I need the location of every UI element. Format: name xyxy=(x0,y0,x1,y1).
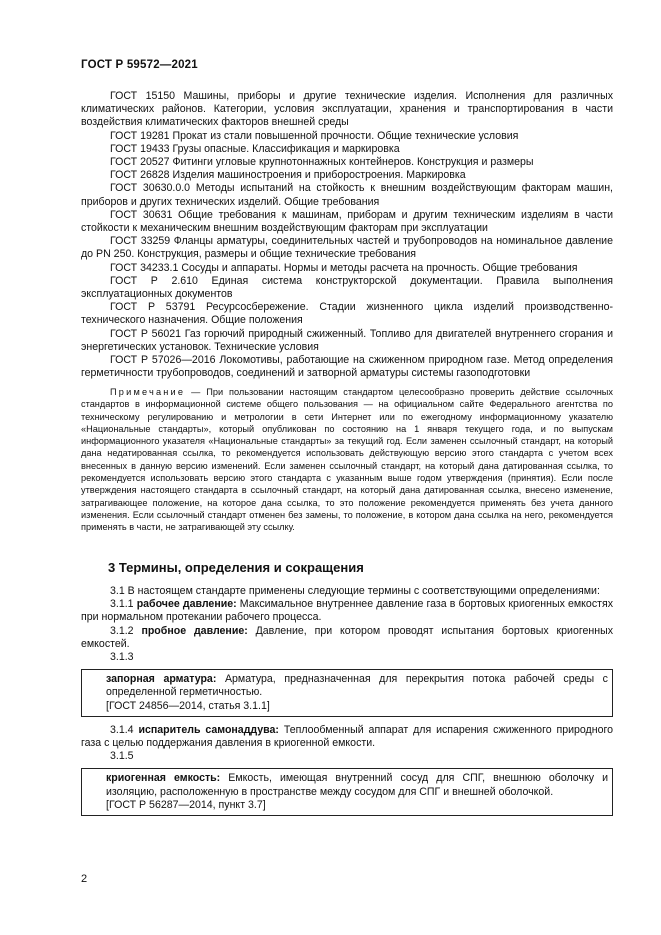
term-number-3-1-3: 3.1.3 xyxy=(110,651,134,664)
term-source: [ГОСТ 24856—2014, статья 3.1.1] xyxy=(106,699,270,712)
reference-item: ГОСТ 30631 Общие требования к машинам, приборам и другим техническим изделиям в части стойкости к механическим внешним воздействующим факторам при эксплуатации xyxy=(81,208,613,235)
term-3-1-3 xyxy=(106,673,608,699)
term-number: 3.1.1 xyxy=(110,598,137,611)
reference-item: ГОСТ 33259 Фланцы арматуры, соединительных частей и трубопроводов на номинальное давление до PN 250. Конструкция, размеры и общие технические требования xyxy=(81,235,613,261)
note-paragraph xyxy=(81,386,613,534)
term-name: криогенная емкость: xyxy=(106,772,221,785)
reference-item: ГОСТ Р 2.610 Единая система конструкторской документации. Правила выполнения эксплуатационных документов xyxy=(81,274,613,301)
term-definition: Давление, при котором проводят испытания бортовых криогенных емкостей. xyxy=(81,624,613,650)
reference-item: ГОСТ 30630.0.0 Методы испытаний на стойкость к внешним воздействующим факторам машин, приборов и других технических изделий. Общие требования xyxy=(81,182,613,208)
term-3-1-1 xyxy=(81,598,613,624)
term-name: рабочее давление: xyxy=(136,598,237,611)
term-box-3-1-5 xyxy=(81,768,613,816)
term-name: пробное давление: xyxy=(141,624,248,637)
reference-item: ГОСТ 19281 Прокат из стали повышенной прочности. Общие технические условия xyxy=(110,129,519,142)
term-definition: Теплообменный аппарат для испарения сжиженного природного газа с целью поддержания давления в криогенной емкости. xyxy=(81,723,614,750)
term-name: испаритель самонаддува: xyxy=(138,723,279,736)
references-list xyxy=(81,90,613,380)
term-name: запорная арматура: xyxy=(106,673,217,686)
section-body xyxy=(81,585,613,823)
reference-item: ГОСТ 20527 Фитинги угловые крупнотоннажных контейнеров. Конструкция и размеры xyxy=(110,156,534,169)
term-number: 3.1.2 xyxy=(110,624,142,637)
section-intro: 3.1 В настоящем стандарте применены следующие термины с соответствующими определениями: xyxy=(110,585,600,597)
term-number-3-1-5: 3.1.5 xyxy=(110,750,134,763)
document-header: ГОСТ Р 59572—2021 xyxy=(81,59,198,71)
note-text: — При пользовании настоящим стандартом целесообразно проверить действие ссылочных стандартов в информационной системе общего пользования — на официальном сайте Федерального агентства по техническому регулированию и метрологии в сети Интернет или по ежегодному информационному указателю «Национальные стандарты», который опубликован по состоянию на 1 января текущего года, и по выпускам информационного указателя «Национальные стандарты» за текущий год. Если заменен ссылочный стандарт, на который дана недатированная ссылка, то рекомендуется использовать действующую версию этого стандарта с учетом всех внесенных в данную версию изменений. Если заменен ссылочный стандарт, на который дана датированная ссылка, то рекомендуется использовать версию этого стандарта с указанным выше годом утверждения (принятия). Если после утверждения настоящего стандарта в ссылочный стандарт, на который дана датированная ссылка, внесено изменение, затрагивающее положение, на которое дана ссылка, то это положение рекомендуется применять без учета данного изменения. Если ссылочный стандарт отменен без замены, то положение, в котором дана ссылка на него, рекомендуется применять в части, не затрагивающей эту ссылку. xyxy=(81,387,613,533)
reference-item: ГОСТ Р 57026—2016 Локомотивы, работающие на сжиженном природном газе. Метод определения герметичности трубопроводов, соединений и затворной арматуры системы газоподготовки xyxy=(81,354,613,380)
term-definition: Емкость, имеющая внутренний сосуд для СПГ, внешнюю оболочку и изоляцию, расположенную в пространстве между сосудом для СПГ и внешней оболочкой. xyxy=(106,772,608,798)
reference-item: ГОСТ 34233.1 Сосуды и аппараты. Нормы и методы расчета на прочность. Общие требования xyxy=(110,261,578,274)
term-3-1-2 xyxy=(81,625,613,651)
term-definition: Максимальное внутреннее давление газа в бортовых криогенных емкостях при нормальном протекании рабочего процесса. xyxy=(81,598,613,624)
reference-item: ГОСТ 26828 Изделия машиностроения и приборостроения. Маркировка xyxy=(110,169,466,182)
term-definition: Арматура, предназначенная для перекрытия потока рабочей среды с определенной герметичностью. xyxy=(106,673,608,699)
reference-item: ГОСТ 19433 Грузы опасные. Классификация и маркировка xyxy=(110,142,400,155)
note-label: Примечание xyxy=(110,387,186,397)
reference-item: ГОСТ Р 56021 Газ горючий природный сжиженный. Топливо для двигателей внутреннего сгорания и энергетических установок. Технические условия xyxy=(81,327,613,353)
page-number: 2 xyxy=(81,873,88,885)
term-3-1-5 xyxy=(106,772,608,798)
reference-item: ГОСТ 15150 Машины, приборы и другие технические изделия. Исполнения для различных климатических районов. Категории, условия эксплуатации, хранения и транспортирования в части воздействия климатических факторов внешней среды xyxy=(81,90,613,129)
section-title: 3 Термины, определения и сокращения xyxy=(108,560,364,575)
term-box-3-1-3 xyxy=(81,669,613,717)
term-source: [ГОСТ Р 56287—2014, пункт 3.7] xyxy=(106,798,266,811)
term-3-1-4 xyxy=(81,724,613,750)
reference-item: ГОСТ Р 53791 Ресурсосбережение. Стадии жизненного цикла изделий производственно-технического назначения. Общие положения xyxy=(81,301,613,327)
term-number: 3.1.4 xyxy=(110,723,139,736)
